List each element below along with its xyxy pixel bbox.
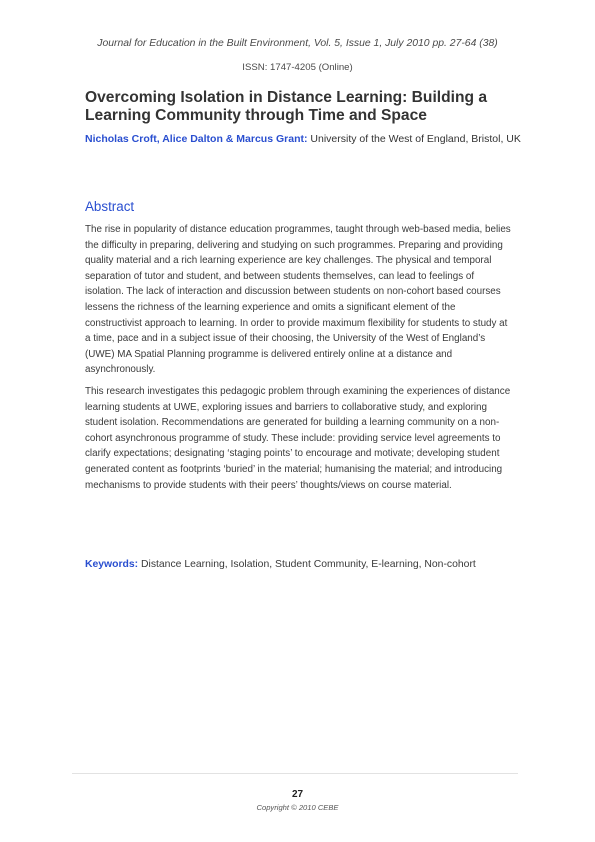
copyright-notice: Copyright © 2010 CEBE	[256, 803, 339, 812]
issn-line: ISSN: 1747-4205 (Online)	[242, 62, 353, 73]
abstract-body	[85, 222, 515, 499]
abstract-paragraph: The rise in popularity of distance education programmes, taught through web-based media, belies the difficulty in preparing, delivering and studying on such programmes. Preparing and providing quality material and a rich learning experience are key challenges. The physical and temporal separation of tutor and student, and between students themselves, can lead to feelings of isolation. The lack of interaction and discussion between students on non-cohort based courses lessens the richness of the learning experience and omits a significant element of the constructivist approach to learning. In order to provide maximum flexibility for students to study at a time, pace and in a subject issue of their choosing, the University of the West of England’s (UWE) MA Spatial Planning programme is delivered entirely online at a distance and asynchronously.	[85, 224, 511, 376]
keywords-list: Distance Learning, Isolation, Student Community, E-learning, Non-cohort	[138, 559, 476, 570]
author-affiliation: University of the West of England, Bristol, UK	[307, 133, 521, 145]
article-title: Overcoming Isolation in Distance Learning: Building a Learning Community through Time and Space	[85, 89, 488, 124]
abstract-heading: Abstract	[85, 199, 135, 214]
page-number: 27	[291, 789, 304, 800]
journal-citation: Journal for Education in the Built Environment, Vol. 5, Issue 1, July 2010 pp. 27-64 (38)	[97, 38, 498, 49]
keywords-label: Keywords:	[85, 559, 139, 570]
author-block	[85, 131, 525, 148]
author-names: Nicholas Croft, Alice Dalton & Marcus Grant:	[85, 133, 308, 145]
abstract-paragraph: This research investigates this pedagogic problem through examining the experiences of distance learning students at UWE, exploring issues and barriers to collaborative study, and exploring student isolation. Recommendations are generated for building a learning community on a non-cohort asynchronous programme of study. These include: providing service level agreements to clarify expectations; designating ‘staging points’ to encourage and motivate; developing student generated content as footprints ‘buried’ in the material; humanising the material; and introducing mechanisms to provide students with their peers’ thoughts/views on course material.	[85, 385, 511, 491]
footer-divider	[72, 773, 518, 774]
keywords-line	[85, 557, 525, 572]
